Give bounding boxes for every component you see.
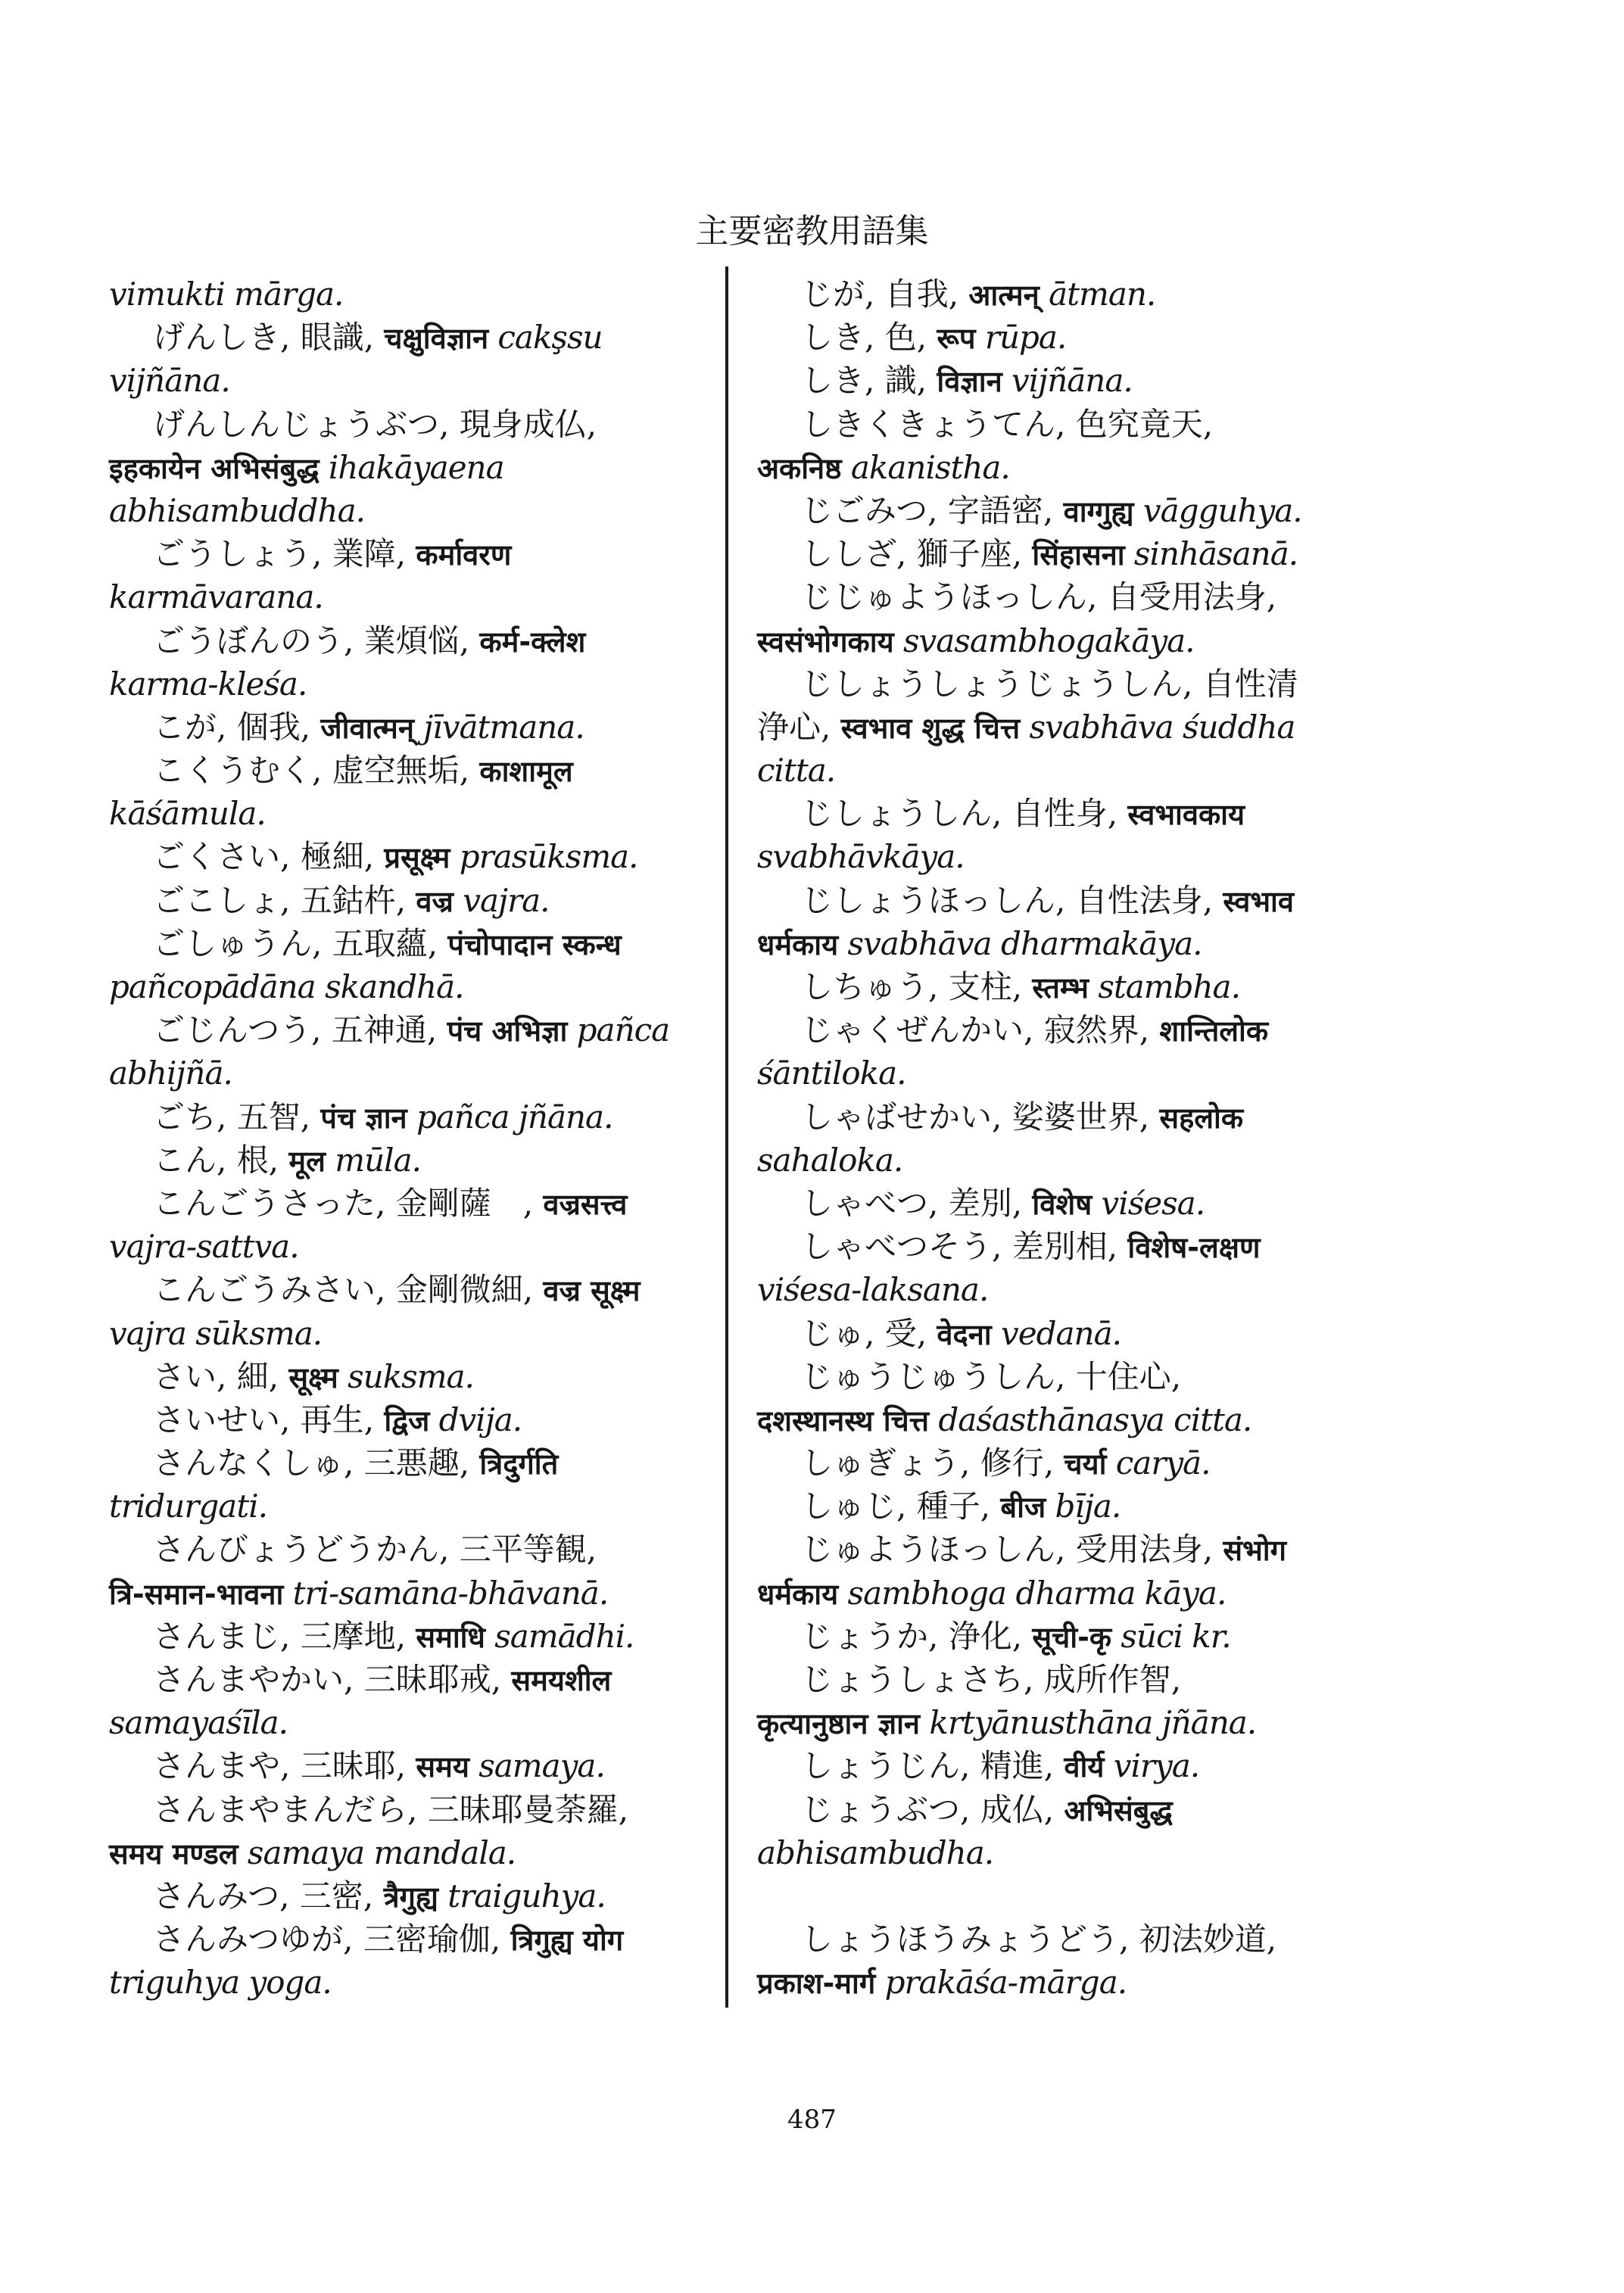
japanese-term: さんまやかい, 三昧耶戒, <box>153 1661 512 1698</box>
sanskrit-devanagari: सूची-कृ <box>1032 1620 1112 1654</box>
glossary-line <box>757 1744 1355 1787</box>
sanskrit-romanized: vedanā. <box>991 1314 1121 1352</box>
japanese-term: しちゅう, 支柱, <box>801 968 1033 1005</box>
sanskrit-romanized: vajra. <box>453 881 550 919</box>
sanskrit-romanized: svasambhogakāya. <box>893 622 1195 659</box>
japanese-term: しき, 色, <box>801 319 937 357</box>
glossary-line <box>109 1008 707 1051</box>
sanskrit-devanagari: द्विज <box>384 1404 430 1438</box>
glossary-line <box>109 662 707 706</box>
japanese-term: さんびょうどうかん, 三平等観, <box>153 1531 597 1569</box>
sanskrit-devanagari: मूल <box>288 1144 326 1178</box>
glossary-line <box>757 1831 1355 1874</box>
japanese-term: じゅうじゅうしん, 十住心, <box>801 1357 1182 1395</box>
sanskrit-devanagari: चर्या <box>1064 1447 1107 1481</box>
japanese-term: ごしゅうん, 五取蘊, <box>153 924 448 962</box>
sanskrit-devanagari: आत्मन् <box>968 279 1040 312</box>
sanskrit-romanized: abhisambuddha. <box>109 491 365 529</box>
glossary-line <box>109 1615 707 1658</box>
glossary-line <box>109 1961 707 2004</box>
japanese-term: じょうぶつ, 成仏, <box>801 1790 1064 1828</box>
glossary-line <box>757 1182 1355 1225</box>
japanese-term: ごうしょう, 業障, <box>153 535 416 573</box>
sanskrit-devanagari: स्वभावकाय <box>1127 798 1245 832</box>
glossary-line <box>757 965 1355 1008</box>
glossary-line <box>109 359 707 402</box>
japanese-term: げんしんじょうぶつ, 現身成仏, <box>153 405 597 443</box>
glossary-line <box>757 1008 1355 1051</box>
sanskrit-romanized: stambha. <box>1088 968 1240 1005</box>
glossary-line <box>109 1572 707 1615</box>
sanskrit-romanized: traiguhya. <box>438 1877 606 1914</box>
glossary-line <box>109 1182 707 1225</box>
sanskrit-devanagari: विशेष <box>1032 1187 1093 1221</box>
glossary-line <box>757 575 1355 618</box>
japanese-term: さんみつ, 三密, <box>153 1877 384 1914</box>
glossary-line <box>109 446 707 489</box>
sanskrit-romanized: bīja. <box>1046 1488 1121 1525</box>
sanskrit-romanized: dvija. <box>429 1400 522 1438</box>
japanese-term: こが, 個我, <box>153 708 321 746</box>
japanese-term: じょうしょさち, 成所作智, <box>801 1661 1182 1698</box>
sanskrit-romanized: samaya. <box>469 1747 605 1785</box>
sanskrit-romanized: śāntiloka. <box>757 1055 906 1092</box>
glossary-line <box>757 1398 1355 1441</box>
glossary-line <box>757 1918 1355 1961</box>
glossary-line <box>109 792 707 835</box>
column-divider <box>725 266 728 2008</box>
sanskrit-romanized: pañca <box>567 1011 670 1049</box>
sanskrit-devanagari: पंच ज्ञान <box>320 1101 407 1135</box>
japanese-term: こくうむく, 虚空無垢, <box>153 752 480 790</box>
sanskrit-devanagari: स्तम्भ <box>1032 971 1089 1005</box>
japanese-term: こんごうさった, 金剛薩 , <box>153 1184 544 1222</box>
glossary-line <box>109 1701 707 1744</box>
sanskrit-devanagari: वज्र सूक्ष्म <box>543 1274 641 1308</box>
japanese-term: しゅじ, 種子, <box>801 1488 1001 1525</box>
sanskrit-devanagari: चक्षुविज्ञान <box>384 322 489 356</box>
sanskrit-devanagari: त्रिदुर्गति <box>479 1447 559 1481</box>
glossary-line <box>109 1874 707 1918</box>
sanskrit-romanized: pañcopādāna skandhā. <box>109 968 464 1005</box>
sanskrit-devanagari: सिंहासना <box>1032 538 1125 572</box>
sanskrit-romanized: krtyānusthāna jñāna. <box>920 1704 1257 1742</box>
sanskrit-devanagari: वीर्य <box>1064 1750 1105 1784</box>
sanskrit-devanagari: सहलोक <box>1159 1101 1244 1135</box>
glossary-line <box>109 1225 707 1268</box>
japanese-term: さんなくしゅ, 三悪趣, <box>153 1444 480 1482</box>
sanskrit-romanized: kāśāmula. <box>109 795 266 833</box>
glossary-line <box>757 749 1355 792</box>
sanskrit-devanagari: रूप <box>937 322 976 356</box>
sanskrit-romanized: mūla. <box>325 1141 421 1179</box>
japanese-term: しきくきょうてん, 色究竟天, <box>801 405 1214 443</box>
glossary-line <box>109 1355 707 1398</box>
japanese-term: ごうぼんのう, 業煩悩, <box>153 622 480 659</box>
sanskrit-romanized: svabhāva śuddha <box>1020 708 1295 746</box>
sanskrit-romanized: prakāśa-mārga. <box>875 1964 1127 2002</box>
glossary-line <box>757 359 1355 402</box>
sanskrit-romanized: viśesa-laksana. <box>757 1271 989 1309</box>
glossary-line <box>109 1139 707 1182</box>
sanskrit-devanagari: विशेष-लक्षण <box>1127 1231 1261 1265</box>
glossary-line <box>757 1701 1355 1744</box>
glossary-line <box>109 1744 707 1787</box>
glossary-line <box>757 1051 1355 1095</box>
sanskrit-devanagari: स्वभाव <box>1223 884 1295 918</box>
sanskrit-devanagari: बीज <box>1000 1491 1046 1525</box>
glossary-line <box>109 273 707 316</box>
glossary-line <box>757 446 1355 489</box>
sanskrit-romanized: vimukti mārga. <box>109 276 344 313</box>
sanskrit-devanagari: अकनिष्ठ <box>757 451 842 485</box>
sanskrit-devanagari: संभोग <box>1223 1534 1287 1568</box>
japanese-term: じゃくぜんかい, 寂然界, <box>801 1011 1160 1049</box>
sanskrit-devanagari: अभिसंबुद्ध <box>1064 1793 1173 1827</box>
sanskrit-devanagari: स्वसंभोगकाय <box>757 625 894 659</box>
sanskrit-romanized: citta. <box>757 752 836 790</box>
sanskrit-romanized: triguhya yoga. <box>109 1964 332 2002</box>
japanese-term: さいせい, 再生, <box>153 1400 385 1438</box>
glossary-line <box>757 1572 1355 1615</box>
japanese-term: ごじんつう, 五神通, <box>153 1011 447 1049</box>
glossary-line <box>109 922 707 965</box>
japanese-term: じしょうしょうじょうしん, 自性清 <box>801 665 1298 703</box>
japanese-term: こんごうみさい, 金剛微細, <box>153 1271 544 1309</box>
glossary-line <box>109 1312 707 1355</box>
japanese-term: しゃべつ, 差別, <box>801 1184 1033 1222</box>
glossary-line <box>757 489 1355 532</box>
japanese-term: じゅ, 受, <box>801 1314 937 1352</box>
sanskrit-romanized: sinhāsanā. <box>1124 535 1298 573</box>
glossary-line <box>757 706 1355 749</box>
sanskrit-romanized: rūpa. <box>975 319 1067 357</box>
glossary-line <box>109 1485 707 1528</box>
glossary-line <box>109 619 707 662</box>
sanskrit-devanagari: पंचोपादान स्कन्ध <box>447 927 622 961</box>
japanese-term: じが, 自我, <box>801 276 969 313</box>
glossary-line <box>757 1788 1355 1831</box>
sanskrit-romanized: jīvātmana. <box>413 708 584 746</box>
sanskrit-devanagari: कर्मावरण <box>416 538 512 572</box>
glossary-line <box>109 1441 707 1485</box>
glossary-line <box>757 316 1355 359</box>
japanese-term: じしょうほっしん, 自性法身, <box>801 881 1223 919</box>
page-number: 487 <box>787 2105 837 2135</box>
sanskrit-romanized: samaya mandala. <box>238 1833 516 1871</box>
glossary-line <box>757 273 1355 316</box>
sanskrit-devanagari: शान्तिलोक <box>1159 1014 1269 1048</box>
sanskrit-romanized: abhijñā. <box>109 1055 232 1092</box>
sanskrit-romanized: karmāvarana. <box>109 578 323 616</box>
glossary-line <box>757 792 1355 835</box>
sanskrit-devanagari: वेदना <box>937 1317 992 1351</box>
sanskrit-devanagari: वज्रसत्त्व <box>543 1187 628 1221</box>
glossary-line <box>109 1918 707 1961</box>
glossary-line <box>757 1528 1355 1571</box>
sanskrit-romanized: samādhi. <box>485 1617 634 1655</box>
glossary-line <box>109 575 707 618</box>
glossary-line <box>757 1312 1355 1355</box>
glossary-line <box>757 403 1355 446</box>
glossary-line <box>757 835 1355 878</box>
japanese-term: さんまじ, 三摩地, <box>153 1617 416 1655</box>
glossary-line <box>109 1268 707 1311</box>
sanskrit-romanized: vajra-sattva. <box>109 1228 299 1266</box>
japanese-term: しき, 識, <box>801 362 937 400</box>
sanskrit-devanagari: प्रकाश-मार्ग <box>757 1967 876 2001</box>
sanskrit-devanagari: इहकायेन अभिसंबुद्ध <box>109 451 320 485</box>
sanskrit-romanized: virya. <box>1104 1747 1200 1785</box>
sanskrit-devanagari: स्वभाव शुद्ध चित्त <box>840 711 1021 745</box>
left-column <box>109 273 707 2005</box>
sanskrit-romanized: svabhāva dharmakāya. <box>838 924 1202 962</box>
japanese-term: しゅぎょう, 修行, <box>801 1444 1064 1482</box>
glossary-line <box>757 1961 1355 2004</box>
glossary-line <box>109 879 707 922</box>
glossary-line <box>109 489 707 532</box>
sanskrit-romanized: vijñāna. <box>1002 362 1133 400</box>
sanskrit-devanagari: जीवात्मन् <box>320 711 414 745</box>
sanskrit-romanized: sūci kr. <box>1111 1617 1231 1655</box>
japanese-term: じゅようほっしん, 受用法身, <box>801 1531 1223 1569</box>
sanskrit-romanized: daśasthānasya citta. <box>929 1400 1252 1438</box>
sanskrit-devanagari: कृत्यानुष्ठान ज्ञान <box>757 1707 921 1741</box>
glossary-line <box>109 1398 707 1441</box>
glossary-line <box>757 1658 1355 1701</box>
japanese-term: しょうじん, 精進, <box>801 1747 1064 1785</box>
glossary-line <box>757 1441 1355 1485</box>
sanskrit-romanized: vijñāna. <box>109 362 230 400</box>
japanese-term: さんまや, 三昧耶, <box>153 1747 416 1785</box>
glossary-line <box>109 965 707 1008</box>
sanskrit-romanized: pañca jñāna. <box>407 1098 613 1136</box>
sanskrit-devanagari: त्रैगुह्य <box>383 1880 438 1914</box>
japanese-term: じょうか, 浄化, <box>801 1617 1033 1655</box>
glossary-line <box>757 662 1355 706</box>
japanese-term: じごみつ, 字語密, <box>801 491 1064 529</box>
glossary-line <box>757 1225 1355 1268</box>
sanskrit-devanagari: धर्मकाय <box>757 927 839 961</box>
japanese-term: ごくさい, 極細, <box>153 838 385 876</box>
sanskrit-romanized: samayaśīla. <box>109 1704 288 1742</box>
sanskrit-devanagari: समय मण्डल <box>109 1837 238 1871</box>
sanskrit-romanized: sambhoga dharma kāya. <box>838 1574 1227 1612</box>
glossary-line <box>109 835 707 878</box>
sanskrit-romanized: tridurgati. <box>109 1488 267 1525</box>
glossary-line <box>757 1268 1355 1311</box>
japanese-term: ししざ, 獅子座, <box>801 535 1033 573</box>
japanese-term: 浄心, <box>757 708 841 746</box>
sanskrit-devanagari: समयशील <box>511 1664 612 1697</box>
sanskrit-romanized: ihakāyaena <box>319 448 504 486</box>
sanskrit-romanized: ātman. <box>1039 276 1156 313</box>
japanese-term: げんしき, 眼識, <box>153 319 385 357</box>
glossary-line <box>109 532 707 575</box>
glossary-line <box>109 749 707 792</box>
sanskrit-romanized: vajra sūksma. <box>109 1314 323 1352</box>
glossary-line <box>757 879 1355 922</box>
sanskrit-romanized: tri-samāna-bhāvanā. <box>283 1574 609 1612</box>
sanskrit-devanagari: सूक्ष्म <box>288 1360 338 1394</box>
blank-line <box>757 1874 1355 1918</box>
glossary-line <box>757 1615 1355 1658</box>
sanskrit-romanized: viśesa. <box>1092 1184 1205 1222</box>
glossary-line <box>109 1051 707 1095</box>
sanskrit-devanagari: धर्मकाय <box>757 1577 839 1611</box>
glossary-line <box>109 1831 707 1874</box>
sanskrit-devanagari: काशामूल <box>479 755 573 789</box>
sanskrit-devanagari: विज्ञान <box>937 365 1002 399</box>
glossary-line <box>109 706 707 749</box>
glossary-line <box>757 1095 1355 1139</box>
sanskrit-romanized: suksma. <box>338 1357 474 1395</box>
glossary-line <box>757 1485 1355 1528</box>
japanese-term: さい, 細, <box>153 1357 289 1395</box>
japanese-term: さんまやまんだら, 三昧耶曼荼羅, <box>153 1790 629 1828</box>
japanese-term: じしょうしん, 自性身, <box>801 795 1128 833</box>
sanskrit-romanized: akanistha. <box>841 448 1010 486</box>
sanskrit-romanized: cakşsu <box>488 319 603 357</box>
glossary-line <box>757 532 1355 575</box>
sanskrit-romanized: abhisambudha. <box>757 1833 994 1871</box>
glossary-line <box>757 922 1355 965</box>
sanskrit-romanized: caryā. <box>1106 1444 1211 1482</box>
japanese-term: ごこしょ, 五鈷杵, <box>153 881 416 919</box>
right-column <box>757 273 1355 2005</box>
sanskrit-devanagari: पंच अभिज्ञा <box>447 1014 568 1048</box>
glossary-line <box>757 1355 1355 1398</box>
japanese-term: こん, 根, <box>153 1141 289 1179</box>
japanese-term: しょうほうみょうどう, 初法妙道, <box>801 1921 1277 1958</box>
sanskrit-devanagari: समाधि <box>416 1620 485 1654</box>
japanese-term: さんみつゆが, 三密瑜伽, <box>153 1921 511 1958</box>
sanskrit-devanagari: प्रसूक्ष्म <box>384 841 450 875</box>
glossary-line <box>109 316 707 359</box>
glossary-line <box>109 1528 707 1571</box>
sanskrit-devanagari: कर्म-क्लेश <box>479 625 586 659</box>
sanskrit-devanagari: त्रिगुह्य योग <box>510 1924 624 1958</box>
sanskrit-romanized: vāgguhya. <box>1133 491 1302 529</box>
japanese-term: しゃばせかい, 娑婆世界, <box>801 1098 1160 1136</box>
japanese-term: じじゅようほっしん, 自受用法身, <box>801 578 1277 616</box>
sanskrit-romanized: sahaloka. <box>757 1141 903 1179</box>
sanskrit-romanized: svabhāvkāya. <box>757 838 965 876</box>
japanese-term: ごち, 五智, <box>153 1098 321 1136</box>
sanskrit-devanagari: त्रि-समान-भावना <box>109 1577 284 1611</box>
sanskrit-devanagari: दशस्थानस्थ चित्त <box>757 1404 930 1438</box>
glossary-line <box>109 1788 707 1831</box>
sanskrit-romanized: prasūksma. <box>450 838 638 876</box>
sanskrit-devanagari: वज्र <box>416 884 454 918</box>
sanskrit-devanagari: समय <box>416 1750 469 1784</box>
japanese-term: しゃべつそう, 差別相, <box>801 1228 1128 1266</box>
glossary-line <box>109 403 707 446</box>
sanskrit-romanized: karma-kleśa. <box>109 665 307 703</box>
glossary-line <box>109 1658 707 1701</box>
glossary-line <box>757 1139 1355 1182</box>
sanskrit-devanagari: वाग्गुह्य <box>1063 494 1134 528</box>
glossary-line <box>109 1095 707 1139</box>
glossary-line <box>757 619 1355 662</box>
page-header: 主要密教用語集 <box>695 212 929 251</box>
